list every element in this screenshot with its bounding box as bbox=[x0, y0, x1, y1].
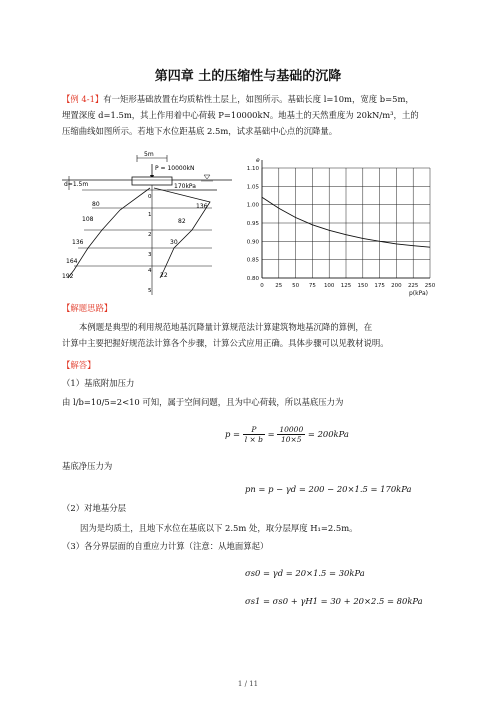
layer-num-0: 0 bbox=[148, 194, 152, 200]
pressure-label: 170kPa bbox=[174, 183, 196, 190]
y-tick-0: 1.10 bbox=[246, 166, 259, 172]
layer-num-4: 4 bbox=[148, 268, 152, 274]
step2-heading: （2）对地基分层 bbox=[62, 503, 126, 513]
compression-curve-chart bbox=[240, 150, 440, 300]
x-tick-2: 50 bbox=[292, 283, 300, 289]
idea-paragraph bbox=[62, 319, 434, 351]
x-tick-6: 150 bbox=[357, 283, 369, 289]
x-tick-7: 175 bbox=[374, 283, 385, 289]
y-tick-6: 0.80 bbox=[246, 276, 259, 282]
x-tick-9: 225 bbox=[407, 283, 419, 289]
answer-tag-text: 【解答】 bbox=[62, 360, 96, 370]
answer-tag bbox=[62, 357, 434, 373]
step2-text: 因为是均质土，且地下水位在基底以下 2.5m 处，取分层厚度 H₁=2.5m。 bbox=[80, 523, 358, 533]
equation-net-pressure: pn = p − γd = 200 − 20×1.5 = 170kPa bbox=[245, 484, 412, 494]
y-tick-1: 1.05 bbox=[246, 184, 259, 191]
example-text-line1: 有一矩形基础放置在均质粘性土层上，如图所示。基础长度 l=10m，宽度 b=5m， bbox=[103, 94, 414, 104]
x-tick-1: 25 bbox=[275, 283, 283, 289]
layer-num-3: 3 bbox=[148, 252, 152, 258]
width-label: 5m bbox=[144, 151, 154, 158]
step3-heading: （3）各分界层面的自重应力计算（注意：从地面算起） bbox=[62, 541, 269, 551]
step1-heading: （1）基底附加压力 bbox=[62, 378, 135, 388]
idea-line1: 本例题是典型的利用规范地基沉降量计算规范法计算建筑物地基沉降的算例，在 bbox=[79, 322, 373, 332]
layer-num-5: 5 bbox=[148, 288, 152, 294]
left-stress-1: 108 bbox=[82, 216, 94, 223]
idea-tag: 【解题思路】 bbox=[62, 303, 113, 313]
page-number: 1 / 11 bbox=[237, 680, 259, 688]
y-axis-label: e bbox=[256, 157, 260, 164]
right-stress-1: 82 bbox=[178, 218, 186, 225]
x-axis-label: p(kPa) bbox=[409, 290, 428, 297]
x-tick-4: 100 bbox=[323, 283, 335, 289]
right-stress-2: 30 bbox=[170, 239, 178, 246]
right-stress-3: 22 bbox=[160, 272, 168, 279]
example-tag: 【例 4-1】 bbox=[62, 94, 104, 104]
idea-line2: 计算中主要把握好规范法计算各个步骤，计算公式应用正确。具体步骤可以见教材说明。 bbox=[62, 338, 389, 348]
step1-text: 由 l/b=10/5=2<10 可知，属于空间问题，且为中心荷载，所以基底压力为 bbox=[62, 397, 344, 407]
y-tick-5: 0.85 bbox=[246, 257, 259, 264]
load-label: P = 10000kN bbox=[155, 165, 195, 172]
net-pressure-text: 基底净压力为 bbox=[62, 461, 113, 471]
left-stress-0: 80 bbox=[92, 201, 100, 208]
y-tick-3: 0.95 bbox=[246, 221, 259, 227]
foundation-stress-diagram bbox=[62, 150, 232, 295]
example-paragraph bbox=[62, 91, 434, 139]
left-stress-3: 164 bbox=[66, 258, 78, 265]
right-stress-0: 136 bbox=[196, 203, 208, 210]
layer-num-1: 1 bbox=[148, 212, 152, 218]
equation-base-pressure: p = $\frac{P}{l \times b}$ = $\frac{10000}{10\times 5}$ = 200kPa bbox=[225, 425, 349, 444]
y-tick-4: 0.90 bbox=[246, 239, 259, 246]
solution-idea-block bbox=[62, 300, 434, 316]
equation-self-weight-1: σs1 = σs0 + γH1 = 30 + 20×2.5 = 80kPa bbox=[245, 596, 423, 606]
left-stress-4: 192 bbox=[62, 273, 74, 280]
x-tick-0: 0 bbox=[260, 283, 264, 289]
x-tick-5: 125 bbox=[340, 283, 352, 289]
y-tick-2: 1.00 bbox=[246, 202, 259, 209]
x-tick-10: 250 bbox=[424, 283, 436, 289]
equation-self-weight-0: σs0 = γd = 20×1.5 = 30kPa bbox=[245, 568, 365, 578]
left-stress-2: 136 bbox=[72, 239, 84, 246]
layer-num-2: 2 bbox=[148, 232, 152, 238]
example-text-line2: 埋置深度 d=1.5m，其上作用着中心荷载 P=10000kN。地基土的天然重度为 20kN/m³，土的 bbox=[62, 110, 419, 120]
x-tick-8: 200 bbox=[391, 283, 402, 289]
x-tick-3: 75 bbox=[308, 283, 316, 289]
chapter-title: 第四章 土的压缩性与基础的沉降 bbox=[154, 69, 342, 84]
depth-label: d=1.5m bbox=[64, 181, 89, 188]
example-text-line3: 压缩曲线如图所示。若地下水位距基底 2.5m，试求基础中心点的沉降量。 bbox=[62, 126, 338, 136]
